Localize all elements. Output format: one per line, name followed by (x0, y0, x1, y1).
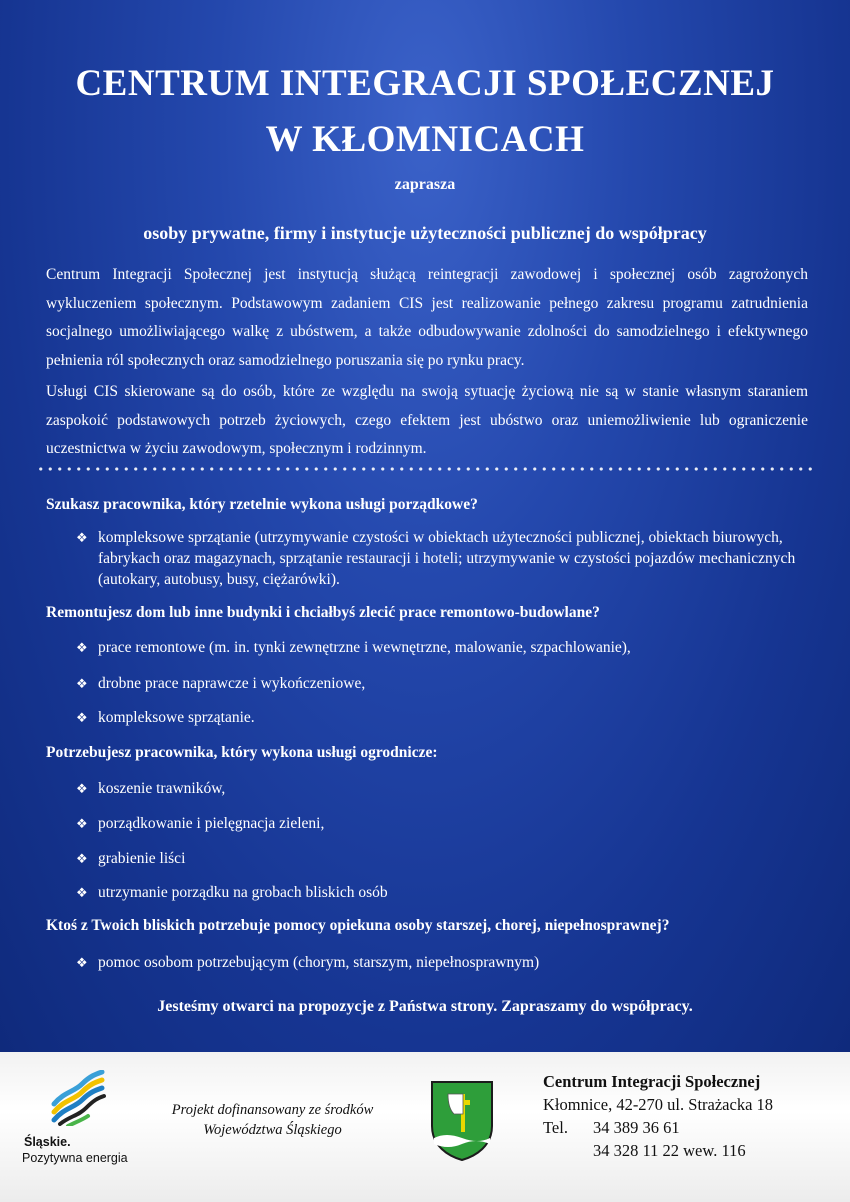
diamond-bullet-icon: ❖ (76, 710, 88, 725)
footer (0, 1052, 850, 1202)
slaskie-logo-line-2: Pozytywna energia (22, 1151, 128, 1165)
question-renovation: Remontujesz dom lub inne budynki i chciałbyś zlecić prace remontowo-budowlane? (46, 604, 600, 621)
question-gardening: Potrzebujesz pracownika, który wykona usługi ogrodnicze: (46, 744, 438, 761)
contact-address: Kłomnice, 42-270 ul. Strażacka 18 (543, 1095, 774, 1114)
diamond-bullet-icon: ❖ (76, 676, 88, 691)
intro-paragraph-2: Usługi CIS skierowane są do osób, które ze względu na swoją sytuację życiową nie są w stanie własnym staraniem zaspokoić podstawowych potrzeb życiowych, czego efektem jest ubóstwo oraz uniemożliwienie lub ograniczenie uczestnictwa w życiu zawodowym, społecznym i rodzinnym. (46, 383, 808, 457)
question-cleaning: Szukasz pracownika, który rzetelnie wykona usługi porządkowe? (46, 496, 478, 513)
tel-label: Tel. (543, 1118, 568, 1137)
question-caregiver: Ktoś z Twoich bliskich potrzebuje pomocy opiekuna osoby starszej, chorej, niepełnosprawnej? (46, 917, 670, 934)
intro-paragraph-1: Centrum Integracji Społecznej jest instytucją służącą reintegracji zawodowej i społecznej osób zagrożonych wykluczeniem społecznym. Podstawowym zadaniem CIS jest realizowanie pełnego zakresu programu zatrudnienia socjalnego umożliwiającego walkę z ubóstwem, a także odbudowywanie zdolności do samodzielnego i efektywnego pełnienia ról społecznych oraz samodzielnego poruszania się po rynku pracy. (46, 266, 808, 369)
list-item: drobne prace naprawcze i wykończeniowe, (98, 675, 366, 692)
list-item: prace remontowe (m. in. tynki zewnętrzne i wewnętrzne, malowanie, szpachlowanie), (98, 639, 631, 656)
list-item: utrzymanie porządku na grobach bliskich osób (98, 884, 388, 901)
slaskie-logo-text (22, 1134, 142, 1166)
diamond-bullet-icon: ❖ (76, 955, 88, 970)
contact-name: Centrum Integracji Społecznej (543, 1072, 761, 1091)
diamond-bullet-icon: ❖ (76, 885, 88, 900)
list-item: grabienie liści (98, 850, 186, 867)
page-title (0, 56, 850, 168)
title-line-2: W KŁOMNICACH (265, 119, 585, 160)
list-item: pomoc osobom potrzebującym (chorym, starszym, niepełnosprawnym) (98, 954, 540, 971)
list-item: kompleksowe sprzątanie. (98, 709, 255, 726)
phone-1: 34 389 36 61 (593, 1118, 680, 1137)
list-item: porządkowanie i pielęgnacja zieleni, (98, 815, 325, 832)
project-funding-note (140, 1100, 405, 1140)
invites-text: zaprasza (394, 176, 456, 193)
project-line-1: Projekt dofinansowany ze środków (171, 1102, 374, 1118)
coat-of-arms-icon (430, 1080, 494, 1162)
diamond-bullet-icon: ❖ (76, 816, 88, 831)
phone-2: 34 328 11 22 wew. 116 (593, 1141, 746, 1160)
project-line-2: Województwa Śląskiego (203, 1122, 342, 1138)
list-item: koszenie trawników, (98, 780, 226, 797)
closing-text: Jesteśmy otwarci na propozycje z Państwa strony. Zapraszamy do współpracy. (157, 998, 693, 1015)
slaskie-logo-line-1: Śląskie. (24, 1135, 71, 1149)
slaskie-logo-icon (50, 1070, 106, 1126)
contact-block (543, 1070, 843, 1162)
list-item: kompleksowe sprzątanie (utrzymywanie czystości w obiektach użyteczności publicznej, obiektach biurowych, fabrykach oraz magazynach, sprzątanie restauracji i hoteli; utrzymywanie w czystości pojazdów mechanicznych (autokary, autobusy, busy, ciężarówki). (98, 529, 796, 588)
diamond-bullet-icon: ❖ (76, 781, 88, 796)
diamond-bullet-icon: ❖ (76, 851, 88, 866)
dotted-divider (36, 466, 814, 472)
title-line-1: CENTRUM INTEGRACJI SPOŁECZNEJ (75, 63, 775, 104)
subtitle: osoby prywatne, firmy i instytucje użyteczności publicznej do współpracy (143, 223, 707, 243)
diamond-bullet-icon: ❖ (76, 640, 88, 655)
diamond-bullet-icon: ❖ (76, 530, 88, 545)
